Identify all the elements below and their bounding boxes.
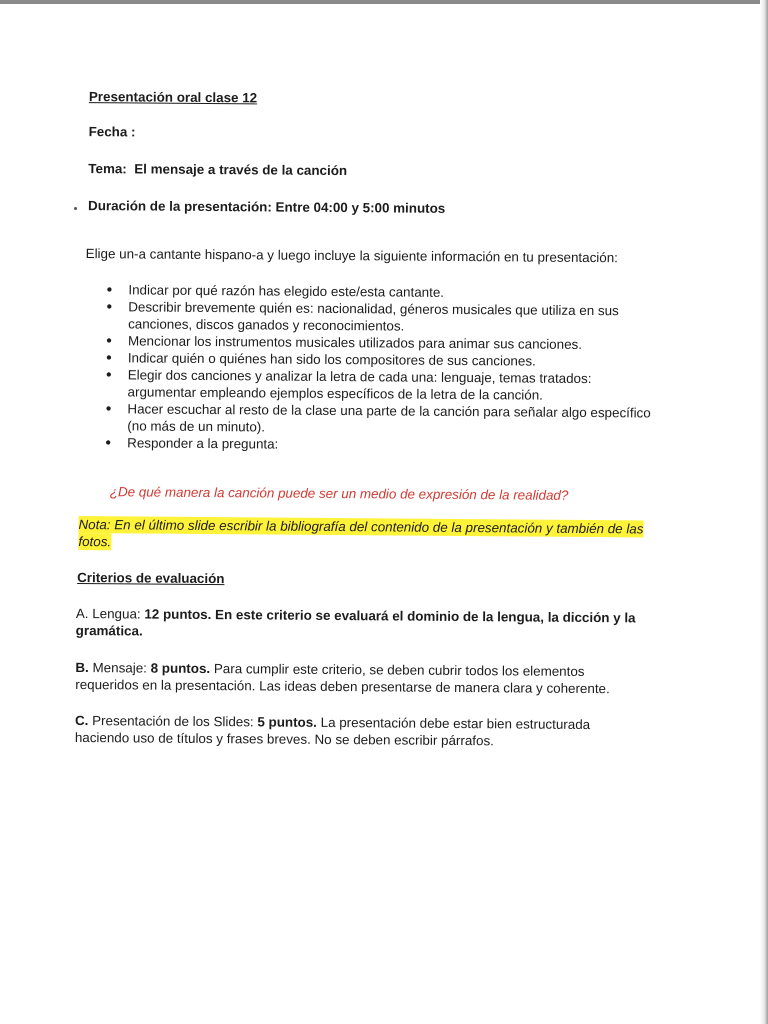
tema-line <box>88 160 347 179</box>
criterion-letter: A. <box>75 605 89 622</box>
guiding-question: ¿De qué manera la canción puede ser un medio de expresión de la realidad? <box>109 484 569 503</box>
criterion-text: En este criterio se evaluará el dominio de la lengua, la dicción y la gramática. <box>75 607 636 639</box>
criterion-letter: C. <box>74 712 89 729</box>
criterion-letter: B. <box>75 659 89 676</box>
criterion-c <box>75 712 645 750</box>
duracion-line <box>88 197 445 217</box>
criterion-points: 8 puntos. <box>150 660 211 677</box>
criterion-label: Lengua: <box>92 606 141 622</box>
list-item: ● Elegir dos canciones y analizar la letra de cada una: lenguaje, temas tratados: argumentar empleando ejemplos específicos de la letra de la canción. <box>106 366 656 404</box>
list-item: ● Describir brevemente quién es: nacionalidad, géneros musicales que utiliza en sus canciones, discos ganados y reconocimientos. <box>106 298 656 336</box>
criterion-points: 12 puntos. <box>144 606 212 623</box>
fecha-label: Fecha : <box>88 124 136 140</box>
tema-label: Tema: <box>88 161 127 177</box>
document-page <box>74 85 655 749</box>
nota-note <box>78 516 656 555</box>
nota-highlighted-text: Nota: En el último slide escribir la bibliografía del contenido de la presentación y también de las fotos. <box>78 517 644 550</box>
list-item: ● Hacer escuchar al resto de la clase una parte de la canción para señalar algo específico (no más de un minuto). <box>105 400 655 438</box>
criterion-label: Presentación de los Slides: <box>92 713 254 730</box>
list-item: ● Mencionar los instrumentos musicales utilizados para animar sus canciones. <box>106 332 656 353</box>
criterion-points: 5 puntos. <box>257 714 317 730</box>
fecha-line <box>89 123 136 140</box>
criterion-a <box>76 605 646 643</box>
criterios-heading: Criterios de evaluación <box>77 569 225 587</box>
criterion-b <box>75 659 645 697</box>
criterion-label: Mensaje: <box>92 660 147 676</box>
page-title: Presentación oral clase 12 <box>88 89 258 106</box>
tema-value: El mensaje a través de la canción <box>134 161 348 179</box>
scan-top-edge <box>0 0 768 4</box>
intro-text: Elige un-a cantante hispano-a y luego incluye la siguiente información en tu presentación: <box>85 246 618 266</box>
scan-right-edge <box>760 0 768 1024</box>
duracion-value: Entre 04:00 y 5:00 minutos <box>275 199 446 216</box>
list-item: ● Indicar por qué razón has elegido este/esta cantante. <box>106 281 656 302</box>
criterion-text: Para cumplir este criterio, se deben cubrir todos los elementos requeridos en la presentación. Las ideas deben presentarse de manera clara y coherente. <box>75 661 610 697</box>
criterion-text: La presentación debe estar bien estructurada haciendo uso de títulos y frases breves. No se deben escribir párrafos. <box>74 714 591 749</box>
requirements-list <box>105 281 656 455</box>
duracion-label: Duración de la presentación: <box>87 198 272 215</box>
scan-speck <box>74 207 77 210</box>
list-item: ● Responder a la pregunta: <box>105 434 655 455</box>
list-item: ● Indicar quién o quiénes han sido los compositores de sus canciones. <box>106 349 656 370</box>
